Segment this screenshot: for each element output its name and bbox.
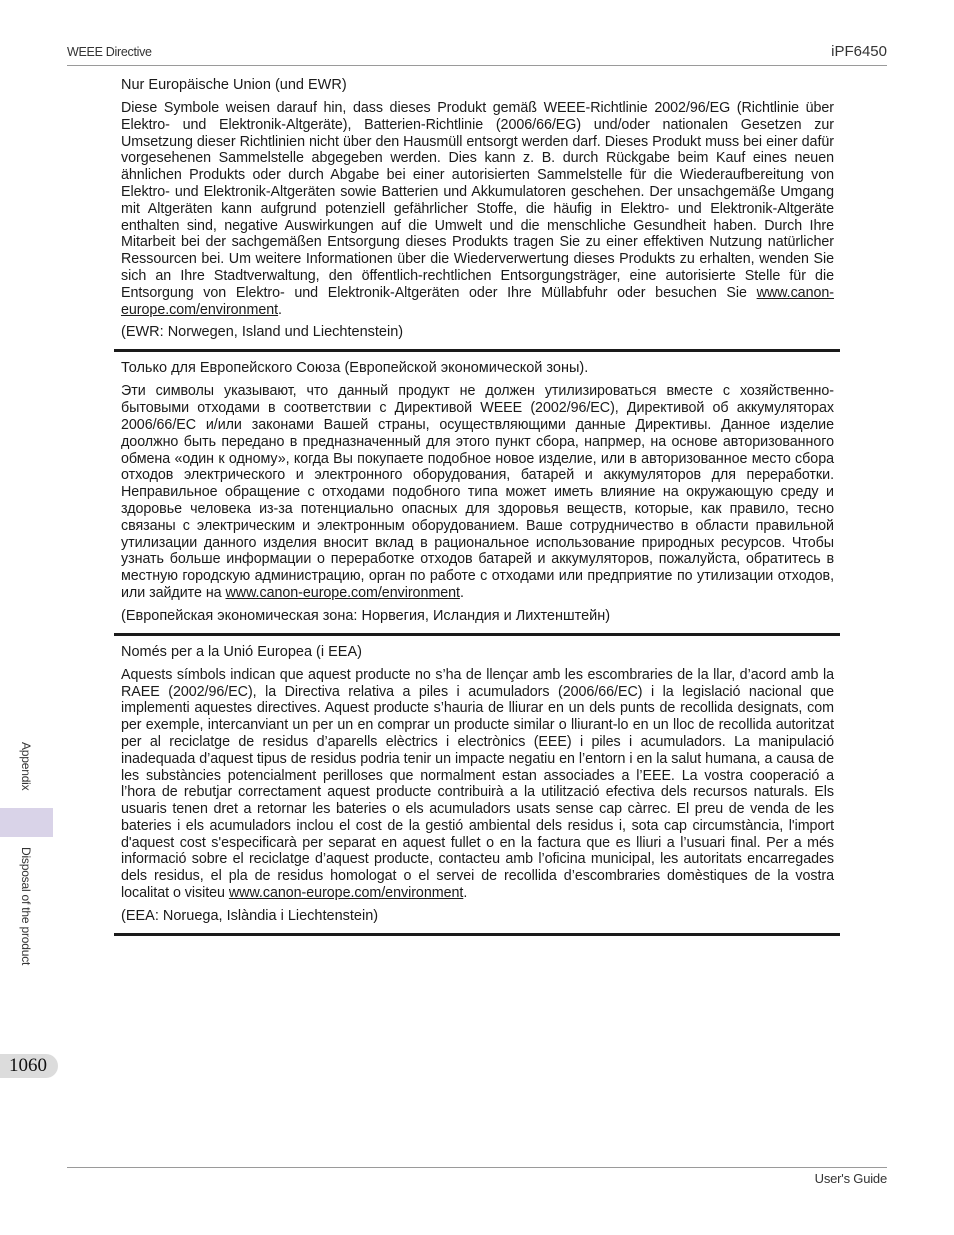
notice-body: Эти символы указывают, что данный продукт не должен утилизироваться вместе с хозяйственно-бытовыми отходами в соответствии с Директивой WEEE (2002/96/EC), Директивой об аккумуляторах 2006/66/EC и/или законами Вашей страны, осуществляющими данные Директивы. Данное изделие доолжно быть передано в предназначенный для этого пункт сбора, напрмер, на основе авторизованного обмена «один к одному», когда Вы покупаете подобное новое изделие, или в авторизованное место сбора отходов электрического и электронного оборудования, батарей и аккумуляторов для переработки. Неправильное обращение с отходами подобного типа может иметь влияние на окружающую среду и здоровье человека из-за потенциально опасных для здоровья веществ, которые, как правило, тесно связаны с электрическим и электронным оборудованием. Ваше сотрудничество в области правильной утилизации данного изделия вносит вклад в рациональное использование природных ресурсов. Чтобы узнать больше информации о переработке отходов батарей и аккумуляторов, пожалуйста, обратитесь в местную городскую администрацию, орган по работе с отходами или предприятие по утилизации отходов, или зайдите на www.canon-europe.com/environment. <box>121 383 834 601</box>
notice-note: (EWR: Norwegen, Island und Liechtenstein) <box>121 324 404 341</box>
notice-title: Només per a la Unió Europea (i EEA) <box>121 643 362 660</box>
footer-divider <box>67 1167 887 1168</box>
notice-body: Diese Symbole weisen darauf hin, dass dieses Produkt gemäß WEEE-Richtlinie 2002/96/EG (Richtlinie über Elektro- und Elektronik-Altgeräte), Batterien-Richtlinie (2006/66/EG) und/oder nationalen Gesetzen zur Umsetzung dieser Richtlinien nicht über den Hausmüll entsorgt werden darf. Dieses Produkt muss bei einer dafür vorgesehenen Sammelstelle abgegeben werden. Dies kann z. B. durch Rückgabe beim Kauf eines neuen ähnlichen Produkts oder durch Abgabe bei einer autorisierten Sammelstelle für die Wiederaufbereitung von Elektro- und Elektronik-Altgeräten sowie Batterien und Akkumulatoren geschehen. Der unsachgemäße Umgang mit Altgeräten kann aufgrund potenziell gefährlicher Stoffe, die häufig in Elektro- und Elektronik-Altgeräte enthalten sind, negative Auswirkungen auf die Umwelt und die menschliche Gesundheit haben. Durch Ihre Mitarbeit bei der sachgemäßen Entsorgung dieses Produkts tragen Sie zu einer effektiven Nutzung natürlicher Ressourcen bei. Um weitere Informationen über die Wiederverwertung dieses Produkts zu erhalten, wenden Sie sich an Ihre Stadtverwaltung, den öffentlich-rechtlichen Entsorgungsträger, eine autorisierte Stelle für die Entsorgung von Elektro- und Elektronik-Altgeräten oder Ihre Müllabfuhr oder besuchen Sie www.canon-europe.com/environment. <box>121 100 834 318</box>
eu-notice-german <box>114 77 840 341</box>
environment-link[interactable]: www.canon-europe.com/environment <box>225 584 460 601</box>
header-divider <box>67 65 887 66</box>
side-section-label[interactable]: Disposal of the product <box>19 847 33 966</box>
notice-title: Только для Европейского Союза (Европейской экономической зоны). <box>121 360 589 377</box>
notice-note: (Европейская экономическая зона: Норвегия, Исландия и Лихтенштейн) <box>121 607 611 624</box>
eu-notice-catalan <box>114 644 840 925</box>
side-chapter-label[interactable]: Appendix <box>19 742 33 791</box>
document-body <box>114 77 840 944</box>
eu-notice-russian <box>114 360 840 624</box>
side-chapter-tab <box>0 808 53 837</box>
notice-note: (EEA: Noruega, Islàndia i Liechtenstein) <box>121 907 379 924</box>
section-divider <box>114 933 840 936</box>
page-number: 1060 <box>0 1054 58 1078</box>
section-divider <box>114 633 840 636</box>
section-divider <box>114 349 840 352</box>
environment-link[interactable]: www.canon-europe.com/environment <box>228 885 464 902</box>
header-model-name: iPF6450 <box>831 43 887 60</box>
notice-body: Aquests símbols indican que aquest producte no s’ha de llençar amb les escombraries de la llar, d’acord amb la RAEE (2002/96/EC), la Directiva relativa a piles i acumuladors (2006/66/EC) i la legislació nacional que implementi aquestes directives. Aquest producte s’hauria de lliurar en un dels punts de recollida designats, com per exemple, intercanviant un per un en comprar un producte similar o lliurant-lo en un lloc de recollida autoritzat per al reciclatge de residus d’aparells elèctrics i electrònics (EEE) i piles i acumuladors. La manipulació inadequada d’aquest tipus de residus podria tenir un impacte negatiu en l’entorn i en la salut humana, a causa de les substàncies potencialment perilloses que normalment estan associades a l’EEE. La vostra cooperació a l’hora de rebutjar correctament aquest producte contribuirà a la utilització efectiva dels recursos naturals. Els usuaris tenen dret a retornar les bateries o els acumuladors usats sense cap càrrec. El preu de venda de les bateries i els acumuladors inclou el cost de la gestió ambiental dels residus i, sota cap circumstància, l'import d'aquest cost s'especificarà per separat en aquest fullet o en la factura que es lliuri a l’usuari final. Per a més informació sobre el reciclatge d’aquest producte, contacteu amb l’oficina municipal, les autoritats encarregades dels residus, el pla de residus homologat o el servei de recollida d’escombraries domèstiques de la vostra localitat o visiteu www.canon-europe.com/environment. <box>121 666 834 902</box>
footer-guide-title: User's Guide <box>814 1171 887 1186</box>
header-section-title: WEEE Directive <box>67 45 152 59</box>
environment-link[interactable]: www.canon-europe.com/environment <box>121 284 834 318</box>
notice-title: Nur Europäische Union (und EWR) <box>121 77 347 93</box>
